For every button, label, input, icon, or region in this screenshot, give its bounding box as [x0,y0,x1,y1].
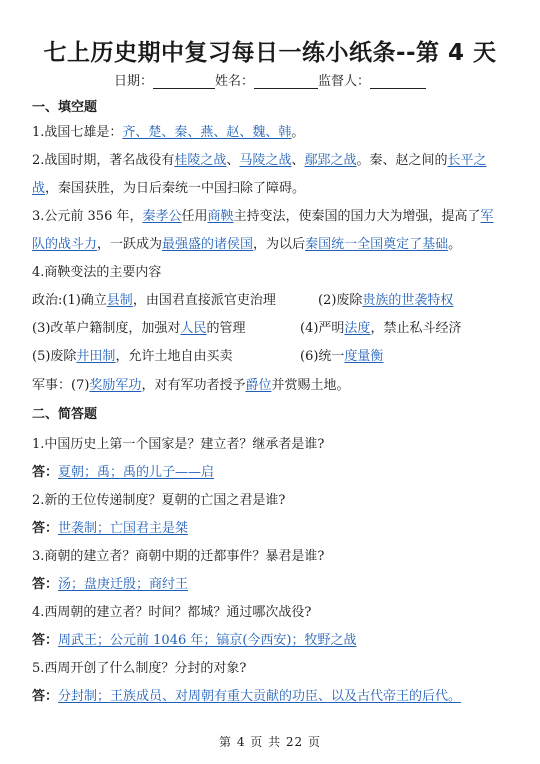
reform-point-4 [300,320,461,338]
m-text-mid: ，对有军功者授予 [141,378,246,393]
reform-point-6 [300,348,383,366]
page-footer: 第 4 页 共 22 页 [219,735,321,749]
sa-question-3: 3.商朝的建立者？商朝中期的迁都事件？暴君是谁? [32,549,325,564]
q2-answer-4: 长平之 [447,153,487,168]
q3-answer-3: 军 [480,209,494,224]
date-blank[interactable] [153,74,215,89]
question-3-line-2 [32,236,461,254]
q3-text-5: 。 [448,237,462,252]
sa-answer-2-text: 世袭制；亡国君主是桀 [58,521,189,536]
p6-text: (6)统一 [300,349,345,364]
q2-answer-3: 鄢郢之战 [304,153,357,168]
answer-label: 答： [32,521,59,536]
answer-label: 答： [32,689,59,704]
p3-suffix: 的管理 [206,321,246,336]
info-line [0,70,540,89]
p1-text: 政治:(1)确立 [32,293,107,308]
p4-text: (4)严明 [300,321,345,336]
m-text: 军事：(7) [32,378,90,393]
q3-answer-3-cont: 队的战斗力 [32,237,98,252]
question-3-line-1 [32,208,494,226]
reform-point-2 [318,292,453,310]
answer-label: 答： [32,465,59,480]
name-label: 姓名： [214,74,254,89]
date-label: 日期： [113,74,153,89]
q1-suffix: 。 [291,125,305,140]
sa-answer-4 [32,632,357,650]
q2-sep-1: 、 [226,153,240,168]
sa-question-1: 1.中国历史上第一个国家是？建立者？继承者是谁? [32,437,325,452]
sa-answer-3 [32,576,188,594]
q3-text-1: 任用 [181,209,208,224]
section-heading-short-answer: 二、简答题 [32,407,98,422]
q2-text-end: ，秦国获胜，为日后秦统一中国扫除了障碍。 [45,181,306,196]
sa-question-2: 2.新的王位传递制度？夏朝的亡国之君是谁? [32,493,286,508]
q1-answer: 齐、楚、秦、燕、赵、魏、韩 [122,125,292,140]
p1-answer: 县制 [106,293,133,308]
supervisor-blank[interactable] [370,74,426,89]
sa-answer-3-text: 汤；盘庚迁殷；商纣王 [58,577,189,592]
sa-answer-4-text: 周武王；公元前 1046 年；镐京(今西安)；牧野之战 [58,633,357,648]
question-1 [32,124,304,142]
q2-text-mid: 。秦、赵之间的 [356,153,448,168]
q2-answer-2: 马陵之战 [239,153,292,168]
sa-question-4: 4.西周朝的建立者？时间？都城？通过哪次战役? [32,605,312,620]
reform-point-3 [32,320,245,338]
section-heading-fill-in: 一、填空题 [32,100,98,115]
q3-answer-5: 秦国统一全国奠定了基础 [305,237,449,252]
page-title: 七上历史期中复习每日一练小纸条--第 4 天 [43,40,497,66]
reform-point-5 [32,348,232,366]
q3-answer-4: 最强盛的诸侯国 [162,237,254,252]
p4-suffix: ，禁止私斗经济 [370,321,462,336]
p3-answer: 人民 [180,321,207,336]
p2-text: (2)废除 [318,293,363,308]
name-blank[interactable] [254,74,318,89]
question-2-line-2 [32,180,305,198]
p6-answer: 度量衡 [344,349,384,364]
answer-label: 答： [32,633,59,648]
question-4-heading: 4.商鞅变法的主要内容 [32,265,162,280]
q1-text: 1.战国七雄是： [32,125,123,140]
m-suffix: 并赏赐土地。 [271,378,350,393]
question-2-line-1 [32,152,487,170]
reform-military [32,377,349,395]
q3-text-2: 主持变法，使秦国的国力大为增强，提高了 [233,209,481,224]
q2-answer-4-cont: 战 [32,181,46,196]
answer-label: 答： [32,577,59,592]
sa-answer-5-text: 分封制；王族成员、对周朝有重大贡献的功臣、以及古代帝王的后代。 [58,689,462,704]
p1-suffix: ，由国君直接派官吏治理 [132,293,276,308]
q3-answer-2: 商鞅 [207,209,234,224]
q3-answer-1: 秦孝公 [142,209,182,224]
sa-answer-2 [32,520,188,538]
reform-point-1 [32,292,276,310]
supervisor-label: 监督人： [318,74,371,89]
q2-answer-1: 桂陵之战 [174,153,227,168]
q2-sep-2: 、 [291,153,305,168]
p5-answer: 井田制 [76,349,116,364]
sa-question-5: 5.西周开创了什么制度？分封的对象? [32,661,247,676]
p5-text: (5)废除 [32,349,77,364]
sa-answer-1-text: 夏朝；禹；禹的儿子——启 [58,465,215,480]
q3-text-3: ，一跃成为 [97,237,163,252]
q3-text-4: ，为以后 [253,237,306,252]
q2-text: 2.战国时期，著名战役有 [32,153,175,168]
m-answer-2: 爵位 [245,378,272,393]
p4-answer: 法度 [344,321,371,336]
p2-answer: 贵族的世袭特权 [362,293,454,308]
sa-answer-5 [32,688,461,706]
p5-suffix: ，允许土地自由买卖 [115,349,233,364]
m-answer-1: 奖励军功 [89,378,142,393]
sa-answer-1 [32,464,214,482]
q3-text: 3.公元前 356 年， [32,209,143,224]
p3-text: (3)改革户籍制度，加强对 [32,321,181,336]
